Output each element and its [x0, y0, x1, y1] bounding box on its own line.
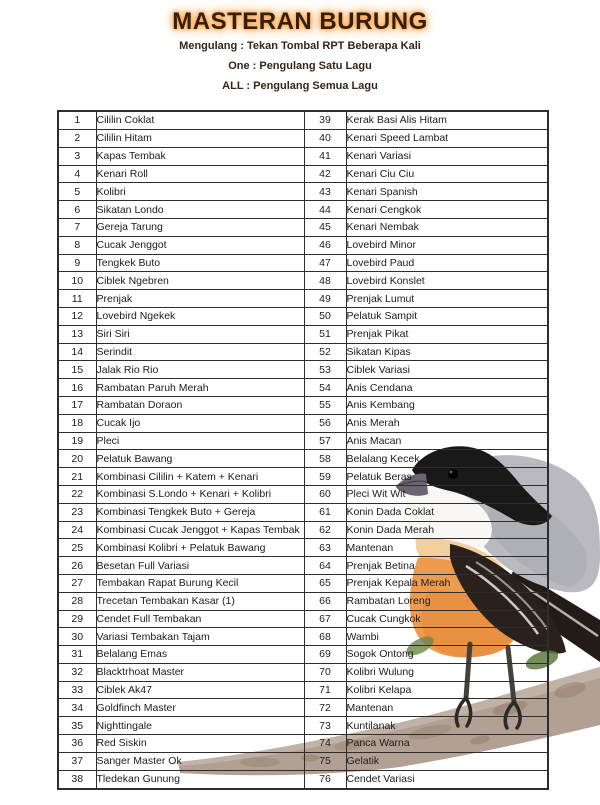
left-number-cell: 6 [58, 201, 96, 219]
table-row [58, 663, 548, 681]
table-row [58, 485, 548, 503]
left-name-cell: Sikatan Londo [96, 201, 304, 219]
left-number-cell: 14 [58, 343, 96, 361]
left-name-cell: Cililin Coklat [96, 111, 304, 129]
left-number-cell: 19 [58, 432, 96, 450]
right-number-cell: 39 [304, 111, 346, 129]
left-name-cell: Ciblek Ak47 [96, 681, 304, 699]
left-name-cell: Cendet Full Tembakan [96, 610, 304, 628]
left-name-cell: Jalak Rio Rio [96, 361, 304, 379]
right-number-cell: 76 [304, 770, 346, 789]
left-name-cell: Gereja Tarung [96, 218, 304, 236]
right-number-cell: 46 [304, 236, 346, 254]
subtitle-one-instruction: One : Pengulang Satu Lagu [228, 60, 372, 72]
left-number-cell: 23 [58, 503, 96, 521]
table-row [58, 325, 548, 343]
left-name-cell: Cucak Jenggot [96, 236, 304, 254]
table-row [58, 717, 548, 735]
left-number-cell: 33 [58, 681, 96, 699]
left-number-cell: 26 [58, 557, 96, 575]
right-number-cell: 74 [304, 735, 346, 753]
right-name-cell: Kenari Nembak [346, 218, 548, 236]
right-number-cell: 47 [304, 254, 346, 272]
left-number-cell: 4 [58, 165, 96, 183]
right-name-cell: Sikatan Kipas [346, 343, 548, 361]
left-number-cell: 25 [58, 539, 96, 557]
left-number-cell: 27 [58, 574, 96, 592]
table-row [58, 699, 548, 717]
left-number-cell: 20 [58, 450, 96, 468]
left-name-cell: Sanger Master Ok [96, 752, 304, 770]
right-name-cell: Lovebird Minor [346, 236, 548, 254]
left-number-cell: 7 [58, 218, 96, 236]
left-name-cell: Blacktrhoat Master [96, 663, 304, 681]
left-name-cell: Kolibri [96, 183, 304, 201]
right-name-cell: Kolibri Wulung [346, 663, 548, 681]
table-row [58, 681, 548, 699]
left-name-cell: Belalang Emas [96, 646, 304, 664]
table-row [58, 129, 548, 147]
right-number-cell: 64 [304, 557, 346, 575]
left-name-cell: Ciblek Ngebren [96, 272, 304, 290]
left-name-cell: Tembakan Rapat Burung Kecil [96, 574, 304, 592]
table-row [58, 770, 548, 789]
left-name-cell: Kombinasi Kolibri + Pelatuk Bawang [96, 539, 304, 557]
left-number-cell: 21 [58, 468, 96, 486]
left-number-cell: 16 [58, 379, 96, 397]
right-name-cell: Kenari Spanish [346, 183, 548, 201]
table-row [58, 147, 548, 165]
right-number-cell: 69 [304, 646, 346, 664]
right-number-cell: 75 [304, 752, 346, 770]
right-number-cell: 58 [304, 450, 346, 468]
table-row [58, 610, 548, 628]
table-row [58, 557, 548, 575]
right-name-cell: Pleci Wit Wit [346, 485, 548, 503]
table-row [58, 165, 548, 183]
left-name-cell: Goldfinch Master [96, 699, 304, 717]
left-name-cell: Prenjak [96, 290, 304, 308]
right-name-cell: Anis Kembang [346, 396, 548, 414]
table-row [58, 450, 548, 468]
table-row [58, 646, 548, 664]
left-number-cell: 18 [58, 414, 96, 432]
table-row [58, 539, 548, 557]
right-name-cell: Kerak Basi Alis Hitam [346, 111, 548, 129]
table-row [58, 379, 548, 397]
right-name-cell: Anis Merah [346, 414, 548, 432]
right-name-cell: Anis Macan [346, 432, 548, 450]
right-name-cell: Pelatuk Beras [346, 468, 548, 486]
left-name-cell: Rambatan Paruh Merah [96, 379, 304, 397]
right-number-cell: 68 [304, 628, 346, 646]
right-name-cell: Prenjak Lumut [346, 290, 548, 308]
left-number-cell: 11 [58, 290, 96, 308]
right-name-cell: Prenjak Betina [346, 557, 548, 575]
left-number-cell: 35 [58, 717, 96, 735]
right-name-cell: Konin Dada Merah [346, 521, 548, 539]
right-name-cell: Ciblek Variasi [346, 361, 548, 379]
left-number-cell: 22 [58, 485, 96, 503]
left-number-cell: 32 [58, 663, 96, 681]
right-number-cell: 72 [304, 699, 346, 717]
left-number-cell: 2 [58, 129, 96, 147]
left-name-cell: Tengkek Buto [96, 254, 304, 272]
right-name-cell: Kenari Ciu Ciu [346, 165, 548, 183]
left-name-cell: Pelatuk Bawang [96, 450, 304, 468]
left-number-cell: 34 [58, 699, 96, 717]
master-table-body [58, 111, 548, 789]
left-name-cell: Kapas Tembak [96, 147, 304, 165]
left-name-cell: Pleci [96, 432, 304, 450]
table-row [58, 628, 548, 646]
table-row [58, 307, 548, 325]
left-number-cell: 1 [58, 111, 96, 129]
left-number-cell: 5 [58, 183, 96, 201]
left-name-cell: Serindit [96, 343, 304, 361]
left-name-cell: Rambatan Doraon [96, 396, 304, 414]
page-header [0, 0, 600, 96]
right-name-cell: Kuntilanak [346, 717, 548, 735]
table-row [58, 468, 548, 486]
left-name-cell: Lovebird Ngekek [96, 307, 304, 325]
right-number-cell: 43 [304, 183, 346, 201]
masteran-song-table [57, 110, 549, 790]
right-number-cell: 62 [304, 521, 346, 539]
right-number-cell: 50 [304, 307, 346, 325]
right-number-cell: 60 [304, 485, 346, 503]
left-name-cell: Besetan Full Variasi [96, 557, 304, 575]
left-name-cell: Cililin Hitam [96, 129, 304, 147]
right-number-cell: 51 [304, 325, 346, 343]
right-name-cell: Belalang Kecek [346, 450, 548, 468]
left-number-cell: 29 [58, 610, 96, 628]
right-number-cell: 48 [304, 272, 346, 290]
table-row [58, 290, 548, 308]
right-number-cell: 55 [304, 396, 346, 414]
right-number-cell: 56 [304, 414, 346, 432]
left-number-cell: 28 [58, 592, 96, 610]
table-row [58, 361, 548, 379]
left-number-cell: 13 [58, 325, 96, 343]
right-name-cell: Lovebird Paud [346, 254, 548, 272]
table-row [58, 432, 548, 450]
left-number-cell: 24 [58, 521, 96, 539]
right-number-cell: 65 [304, 574, 346, 592]
table-row [58, 183, 548, 201]
right-name-cell: Gelatik [346, 752, 548, 770]
right-name-cell: Cendet Variasi [346, 770, 548, 789]
right-number-cell: 49 [304, 290, 346, 308]
right-number-cell: 42 [304, 165, 346, 183]
table-row [58, 521, 548, 539]
left-number-cell: 15 [58, 361, 96, 379]
left-number-cell: 38 [58, 770, 96, 789]
right-number-cell: 44 [304, 201, 346, 219]
table-row [58, 503, 548, 521]
left-name-cell: Variasi Tembakan Tajam [96, 628, 304, 646]
left-name-cell: Nighttingale [96, 717, 304, 735]
right-name-cell: Pelatuk Sampit [346, 307, 548, 325]
table-row [58, 396, 548, 414]
table-row [58, 414, 548, 432]
left-name-cell: Kenari Roll [96, 165, 304, 183]
right-name-cell: Lovebird Konslet [346, 272, 548, 290]
right-number-cell: 66 [304, 592, 346, 610]
left-number-cell: 8 [58, 236, 96, 254]
left-number-cell: 30 [58, 628, 96, 646]
left-number-cell: 9 [58, 254, 96, 272]
left-name-cell: Kombinasi Tengkek Buto + Gereja [96, 503, 304, 521]
right-name-cell: Mantenan [346, 539, 548, 557]
right-name-cell: Wambi [346, 628, 548, 646]
right-number-cell: 63 [304, 539, 346, 557]
right-name-cell: Prenjak Pikat [346, 325, 548, 343]
left-name-cell: Kombinasi Cucak Jenggot + Kapas Tembak [96, 521, 304, 539]
right-number-cell: 53 [304, 361, 346, 379]
table-row [58, 574, 548, 592]
left-name-cell: Red Siskin [96, 735, 304, 753]
table-row [58, 343, 548, 361]
right-name-cell: Kenari Cengkok [346, 201, 548, 219]
right-name-cell: Konin Dada Coklat [346, 503, 548, 521]
left-number-cell: 17 [58, 396, 96, 414]
table-row [58, 272, 548, 290]
left-number-cell: 10 [58, 272, 96, 290]
left-number-cell: 31 [58, 646, 96, 664]
right-number-cell: 45 [304, 218, 346, 236]
right-number-cell: 73 [304, 717, 346, 735]
table-row [58, 752, 548, 770]
left-name-cell: Kombinasi Cililin + Katem + Kenari [96, 468, 304, 486]
table-row [58, 111, 548, 129]
right-name-cell: Kolibri Kelapa [346, 681, 548, 699]
subtitle-repeat-instruction: Mengulang : Tekan Tombal RPT Beberapa Kali [179, 40, 421, 52]
right-name-cell: Kenari Speed Lambat [346, 129, 548, 147]
right-number-cell: 40 [304, 129, 346, 147]
table-row [58, 592, 548, 610]
left-number-cell: 36 [58, 735, 96, 753]
right-number-cell: 59 [304, 468, 346, 486]
page-title: MASTERAN BURUNG [172, 8, 428, 35]
right-number-cell: 54 [304, 379, 346, 397]
right-name-cell: Rambatan Loreng [346, 592, 548, 610]
right-name-cell: Sogok Ontong [346, 646, 548, 664]
table-row [58, 735, 548, 753]
right-number-cell: 57 [304, 432, 346, 450]
left-number-cell: 3 [58, 147, 96, 165]
right-name-cell: Kenari Variasi [346, 147, 548, 165]
left-name-cell: Cucak Ijo [96, 414, 304, 432]
left-number-cell: 12 [58, 307, 96, 325]
right-name-cell: Anis Cendana [346, 379, 548, 397]
table-row [58, 236, 548, 254]
right-number-cell: 67 [304, 610, 346, 628]
right-number-cell: 41 [304, 147, 346, 165]
table-row [58, 254, 548, 272]
subtitle-all-instruction: ALL : Pengulang Semua Lagu [222, 80, 378, 92]
right-number-cell: 70 [304, 663, 346, 681]
left-name-cell: Trecetan Tembakan Kasar (1) [96, 592, 304, 610]
right-number-cell: 61 [304, 503, 346, 521]
left-name-cell: Tledekan Gunung [96, 770, 304, 789]
right-number-cell: 71 [304, 681, 346, 699]
left-number-cell: 37 [58, 752, 96, 770]
left-name-cell: Kombinasi S.Londo + Kenari + Kolibri [96, 485, 304, 503]
table-row [58, 218, 548, 236]
table-row [58, 201, 548, 219]
right-name-cell: Mantenan [346, 699, 548, 717]
right-name-cell: Prenjak Kepala Merah [346, 574, 548, 592]
right-name-cell: Panca Warna [346, 735, 548, 753]
right-number-cell: 52 [304, 343, 346, 361]
right-name-cell: Cucak Cungkok [346, 610, 548, 628]
left-name-cell: Siri Siri [96, 325, 304, 343]
